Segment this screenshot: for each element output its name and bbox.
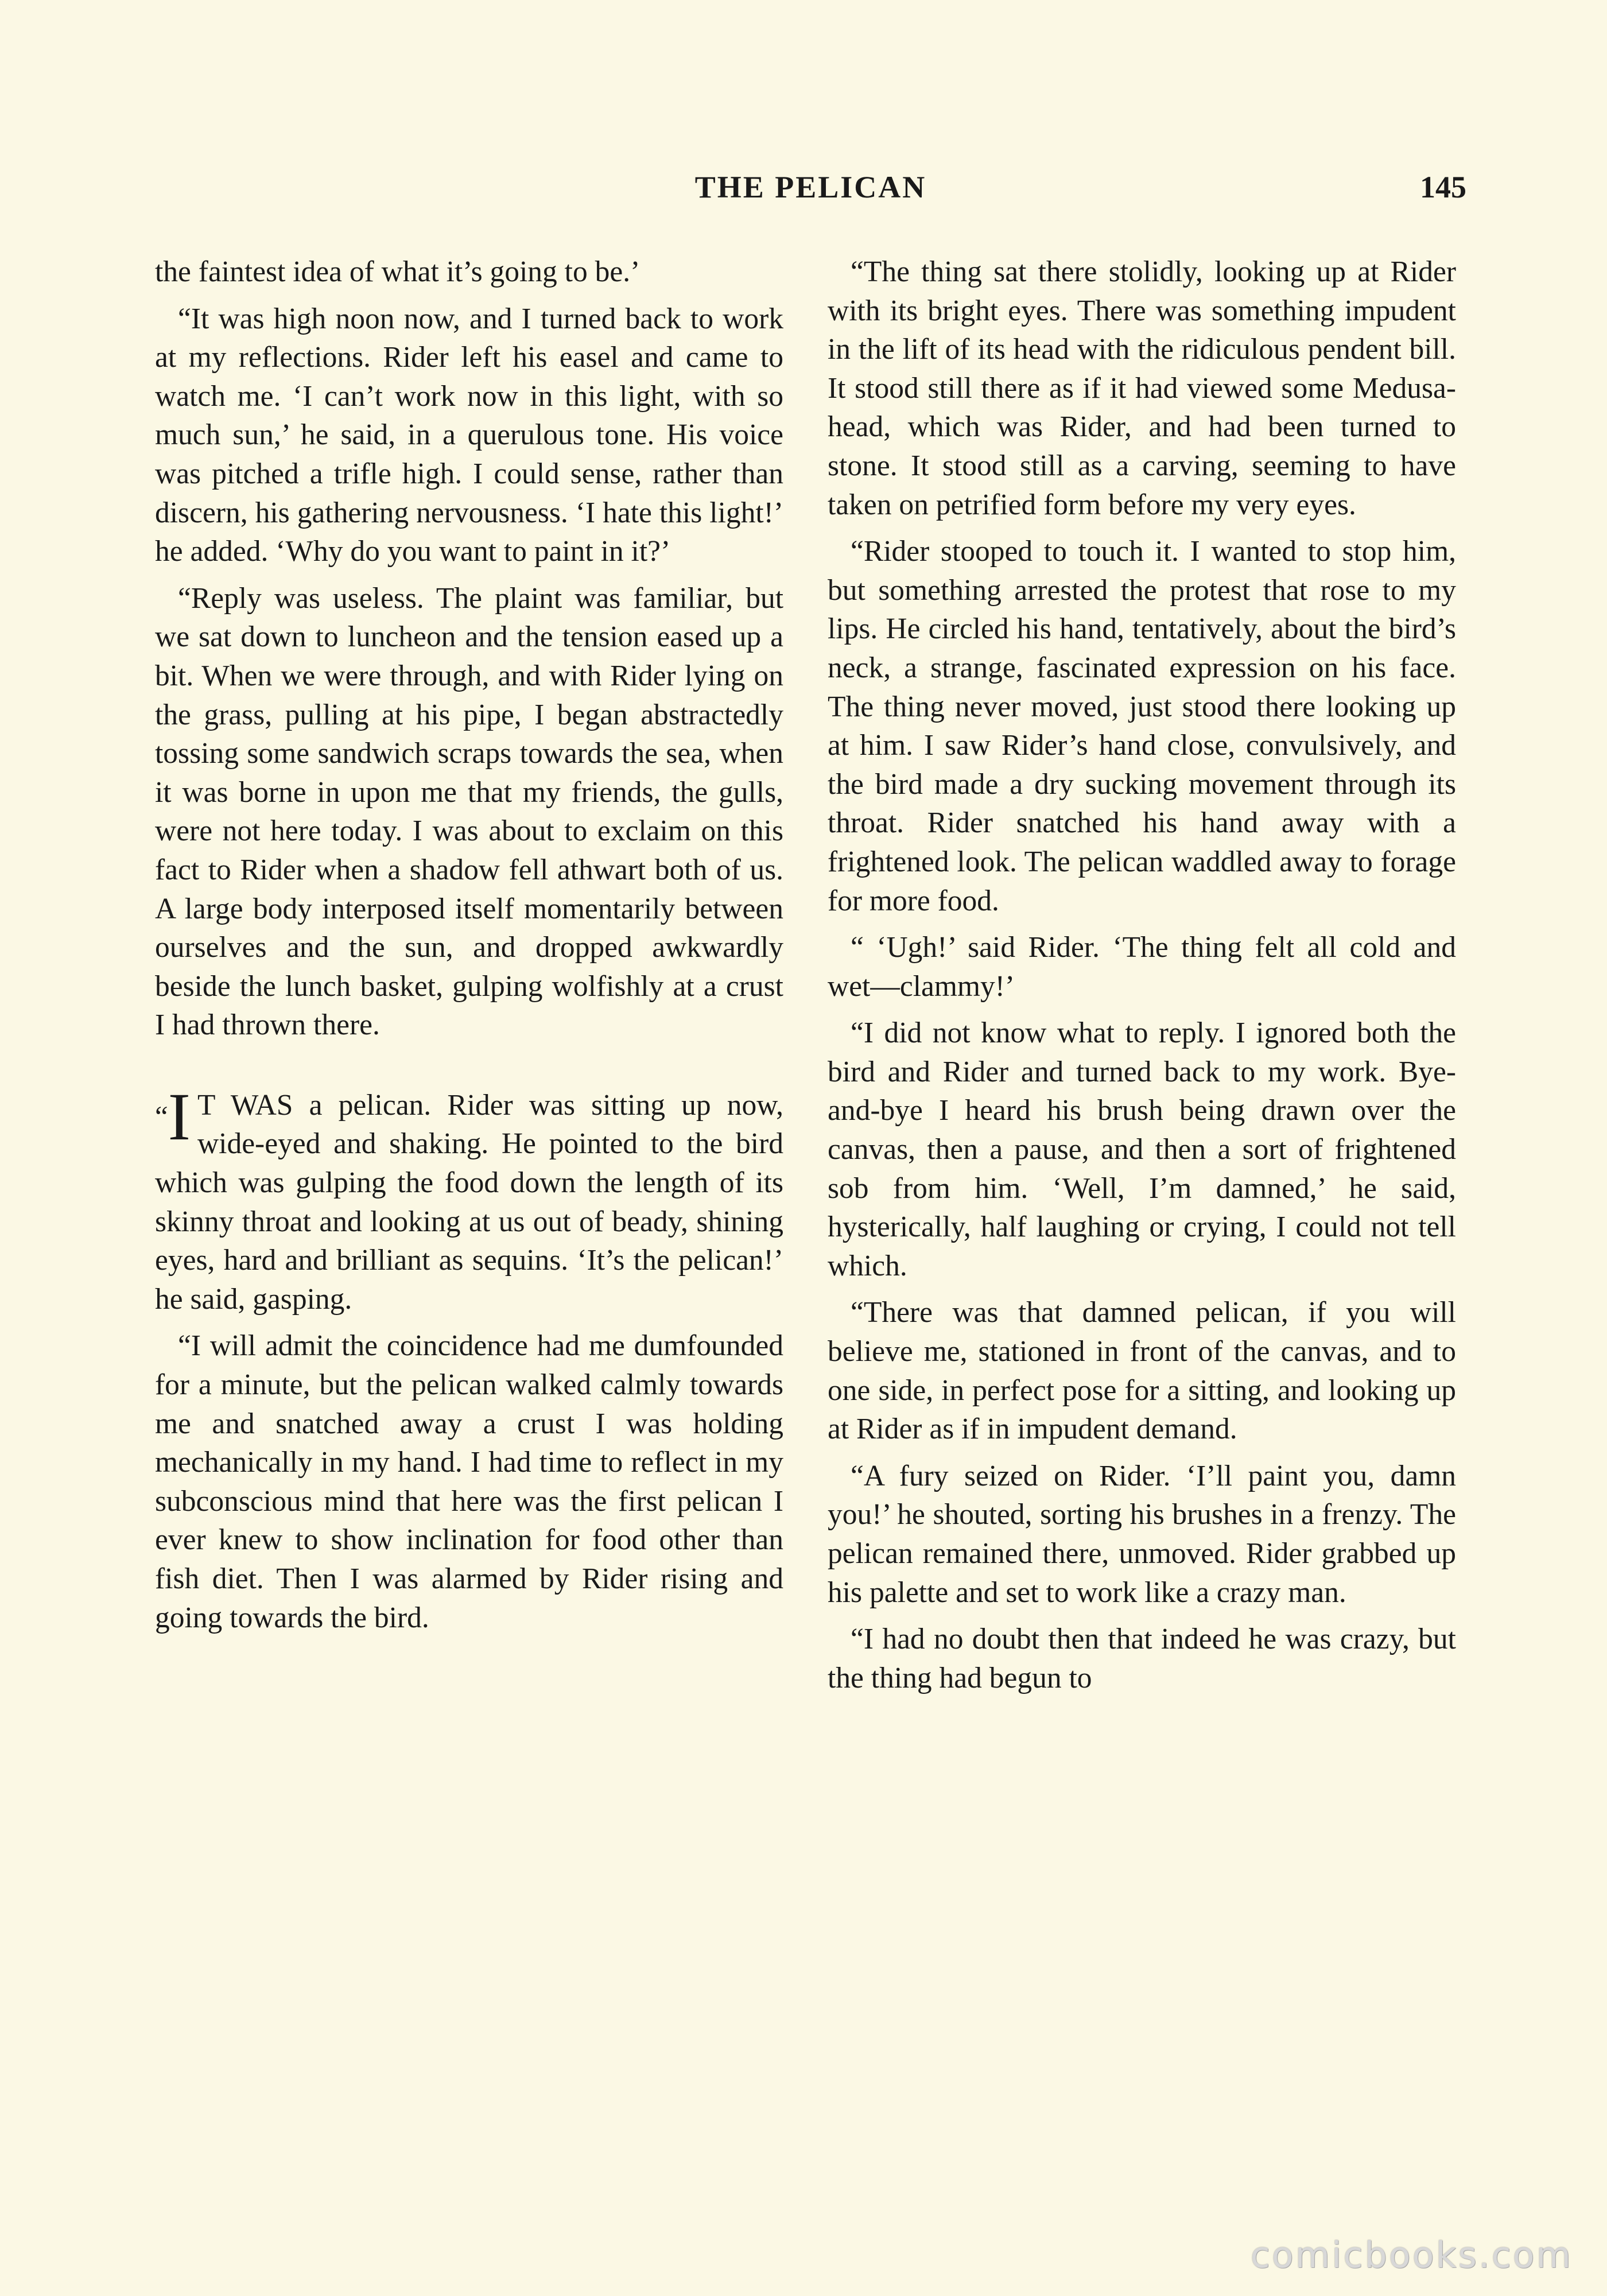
right-column (828, 253, 1456, 1705)
drop-cap-letter: I (168, 1079, 191, 1154)
site-watermark: comicbooks.com (1250, 2234, 1573, 2276)
drop-cap-quote: “ (155, 1100, 168, 1133)
paragraph: “There was that damned pelican, if you will believe me, stationed in front of the canvas, and to one side, in perfect pose for a sitting, and looking up at Rider as if in impudent demand. (828, 1296, 1456, 1446)
left-column (155, 253, 783, 1645)
paragraph: “Reply was useless. The plaint was familiar, but we sat down to luncheon and the tension eased up a bit. When we were through, and with Rider lying on the grass, pulling at his pipe, I began abstractedly tossing some sandwich scraps towards the sea, when it was borne in upon me that my friends, the gulls, were not here today. I was about to exclaim on this fact to Rider when a shadow fell athwart both of us. A large body interposed itself momentarily between ourselves and the sun, and dropped awkwardly beside the lunch basket, gulping wolfishly at a crust I had thrown there. (155, 581, 783, 1042)
paragraph: “It was high noon now, and I turned back to work at my reflections. Rider left his easel and came to watch me. ‘I can’t work now in this light, with so much sun,’ he said, in a querulous tone. His voice was pitched a trifle high. I could sense, rather than discern, his gathering nervousness. ‘I hate this light!’ he added. ‘Why do you want to paint in it?’ (155, 302, 783, 568)
paragraph: “The thing sat there stolidly, looking up at Rider with its bright eyes. There was something impudent in the lift of its head with the ridiculous pendent bill. It stood still there as if it had viewed some Medusa-head, which was Rider, and had been turned to stone. It stood still as a carving, seeming to have taken on petrified form before my very eyes. (828, 255, 1456, 521)
page-number: 145 (1420, 170, 1466, 204)
running-title: THE PELICAN (694, 170, 927, 204)
page-header (155, 169, 1466, 210)
section-paragraph-text: T WAS a pelican. Rider was sitting up now, wide-eyed and shaking. He pointed to the bird which was gulping the food down the length of its skinny throat and looking at us out of beady, shining eyes, hard and brilliant as sequins. ‘It’s the pelican!’ he said, gasping. (155, 1088, 783, 1316)
paragraph: “ ‘Ugh!’ said Rider. ‘The thing felt all cold and wet—clammy!’ (828, 931, 1456, 1003)
paragraph: “A fury seized on Rider. ‘I’ll paint you, damn you!’ he shouted, sorting his brushes in a frenzy. The pelican remained there, unmoved. Rider grabbed up his palette and set to work like a crazy man. (828, 1459, 1456, 1609)
paragraph: the faintest idea of what it’s going to be.’ (155, 255, 641, 288)
drop-cap (155, 1079, 191, 1154)
paragraph: “I will admit the coincidence had me dumfounded for a minute, but the pelican walked calmly towards me and snatched away a crust I was holding mechanically in my hand. I had time to reflect in my subconscious mind that here was the first pelican I ever knew to show inclination for food other than fish diet. Then I was alarmed by Rider rising and going towards the bird. (155, 1329, 783, 1634)
paragraph: “I did not know what to reply. I ignored both the bird and Rider and turned back to my work. Bye-and-bye I heard his brush being drawn over the canvas, then a pause, and then a sort of frightened sob from him. ‘Well, I’m damned,’ he said, hysterically, half laughing or crying, I could not tell which. (828, 1017, 1456, 1282)
paragraph: “I had no doubt then that indeed he was crazy, but the thing had begun to (828, 1623, 1456, 1694)
paragraph: “Rider stooped to touch it. I wanted to stop him, but something arrested the protest that rose to my lips. He circled his hand, tentatively, about the bird’s neck, a strange, fascinated expression on his face. The thing never moved, just stood there looking up at him. I saw Rider’s hand close, convulsively, and the bird made a dry sucking movement through its throat. Rider snatched his hand away with a frightened look. The pelican waddled away to forage for more food. (828, 535, 1456, 917)
section-paragraph (155, 1079, 783, 1319)
